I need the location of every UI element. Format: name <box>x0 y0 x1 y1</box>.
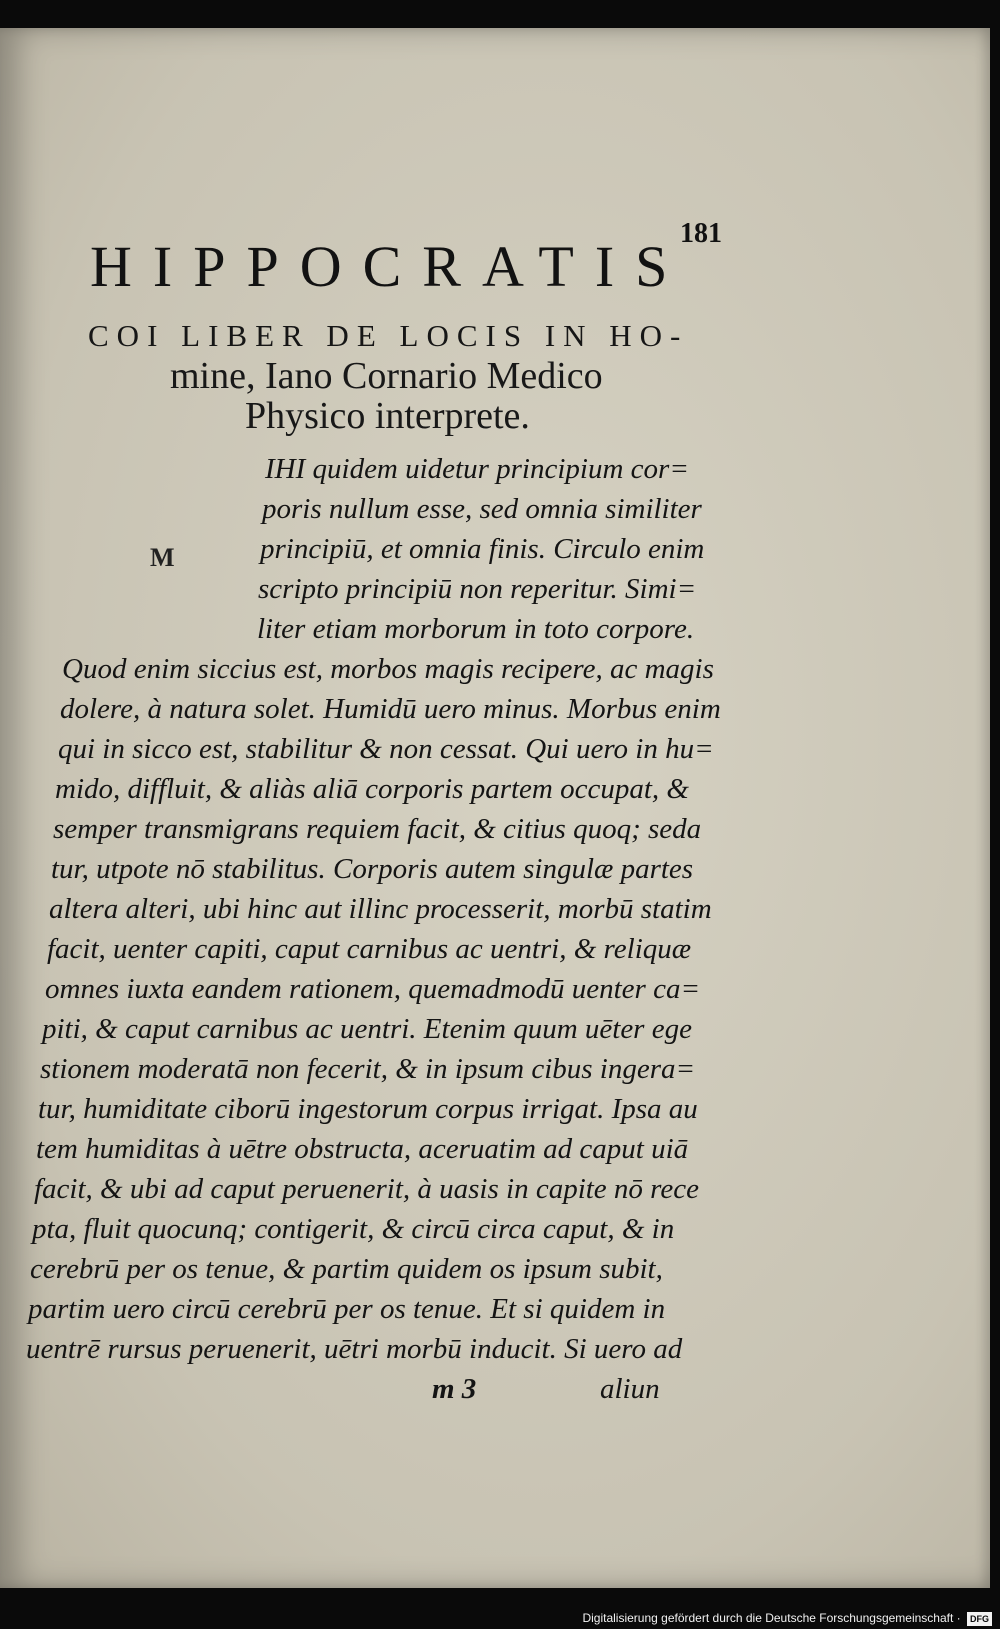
dfg-logo: DFG <box>967 1612 992 1626</box>
text-line: cerebrū per os tenue, & partim quidem os ipsum subit, <box>30 1253 663 1285</box>
page-number: 181 <box>680 218 722 249</box>
text-line: qui in sicco est, stabilitur & non cessat. Qui uero in hu= <box>58 733 714 765</box>
signature-mark: m 3 <box>432 1373 477 1405</box>
text-line: piti, & caput carnibus ac uentri. Etenim quum uēter ege <box>42 1013 692 1045</box>
text-line: partim uero circū cerebrū per os tenue. Et si quidem in <box>28 1293 666 1325</box>
book-page <box>0 28 990 1588</box>
text-line: IHI quidem uidetur principium cor= <box>265 453 689 485</box>
catchword: aliun <box>600 1373 660 1405</box>
text-line: tem humiditas à uētre obstructa, aceruatim ad caput uiā <box>36 1133 689 1165</box>
text-line: omnes iuxta eandem rationem, quemadmodū uenter ca= <box>45 973 701 1005</box>
text-line: stionem moderatā non fecerit, & in ipsum cibus ingera= <box>40 1053 696 1085</box>
text-line: poris nullum esse, sed omnia similiter <box>262 493 702 525</box>
text-line: dolere, à natura solet. Humidū uero minus. Morbus enim <box>60 693 721 725</box>
text-line: mido, diffluit, & aliàs aliā corporis partem occupat, & <box>55 773 689 805</box>
title-interpreter: Physico interprete. <box>245 395 530 437</box>
text-line: altera alteri, ubi hinc aut illinc processerit, morbū statim <box>49 893 712 925</box>
title-translator: mine, Iano Cornario Medico <box>170 355 603 397</box>
text-line: scripto principiū non reperitur. Simi= <box>258 573 697 605</box>
digitization-credit <box>0 1608 1000 1629</box>
text-line: principiū, et omnia finis. Circulo enim <box>260 533 705 565</box>
title-book: COI LIBER DE LOCIS IN HO- <box>88 318 689 353</box>
text-line: tur, utpote nō stabilitus. Corporis autem singulæ partes <box>51 853 694 885</box>
text-line: pta, fluit quocunq; contigerit, & circū circa caput, & in <box>32 1213 675 1245</box>
drop-cap: M <box>150 543 175 572</box>
credit-text: Digitalisierung gefördert durch die Deutsche Forschungsgemeinschaft · <box>582 1611 961 1625</box>
text-line: facit, uenter capiti, caput carnibus ac uentri, & reliquæ <box>47 933 692 965</box>
text-line: uentrē rursus peruenerit, uētri morbū inducit. Si uero ad <box>26 1333 683 1365</box>
text-line: Quod enim siccius est, morbos magis recipere, ac magis <box>62 653 714 685</box>
text-line: liter etiam morborum in toto corpore. <box>257 613 695 645</box>
title-author: HIPPOCRATIS <box>90 234 689 299</box>
text-line: semper transmigrans requiem facit, & citius quoq; seda <box>53 813 702 845</box>
text-line: tur, humiditate ciborū ingestorum corpus irrigat. Ipsa au <box>38 1093 698 1125</box>
text-line: facit, & ubi ad caput peruenerit, à uasis in capite nō rece <box>34 1173 700 1205</box>
